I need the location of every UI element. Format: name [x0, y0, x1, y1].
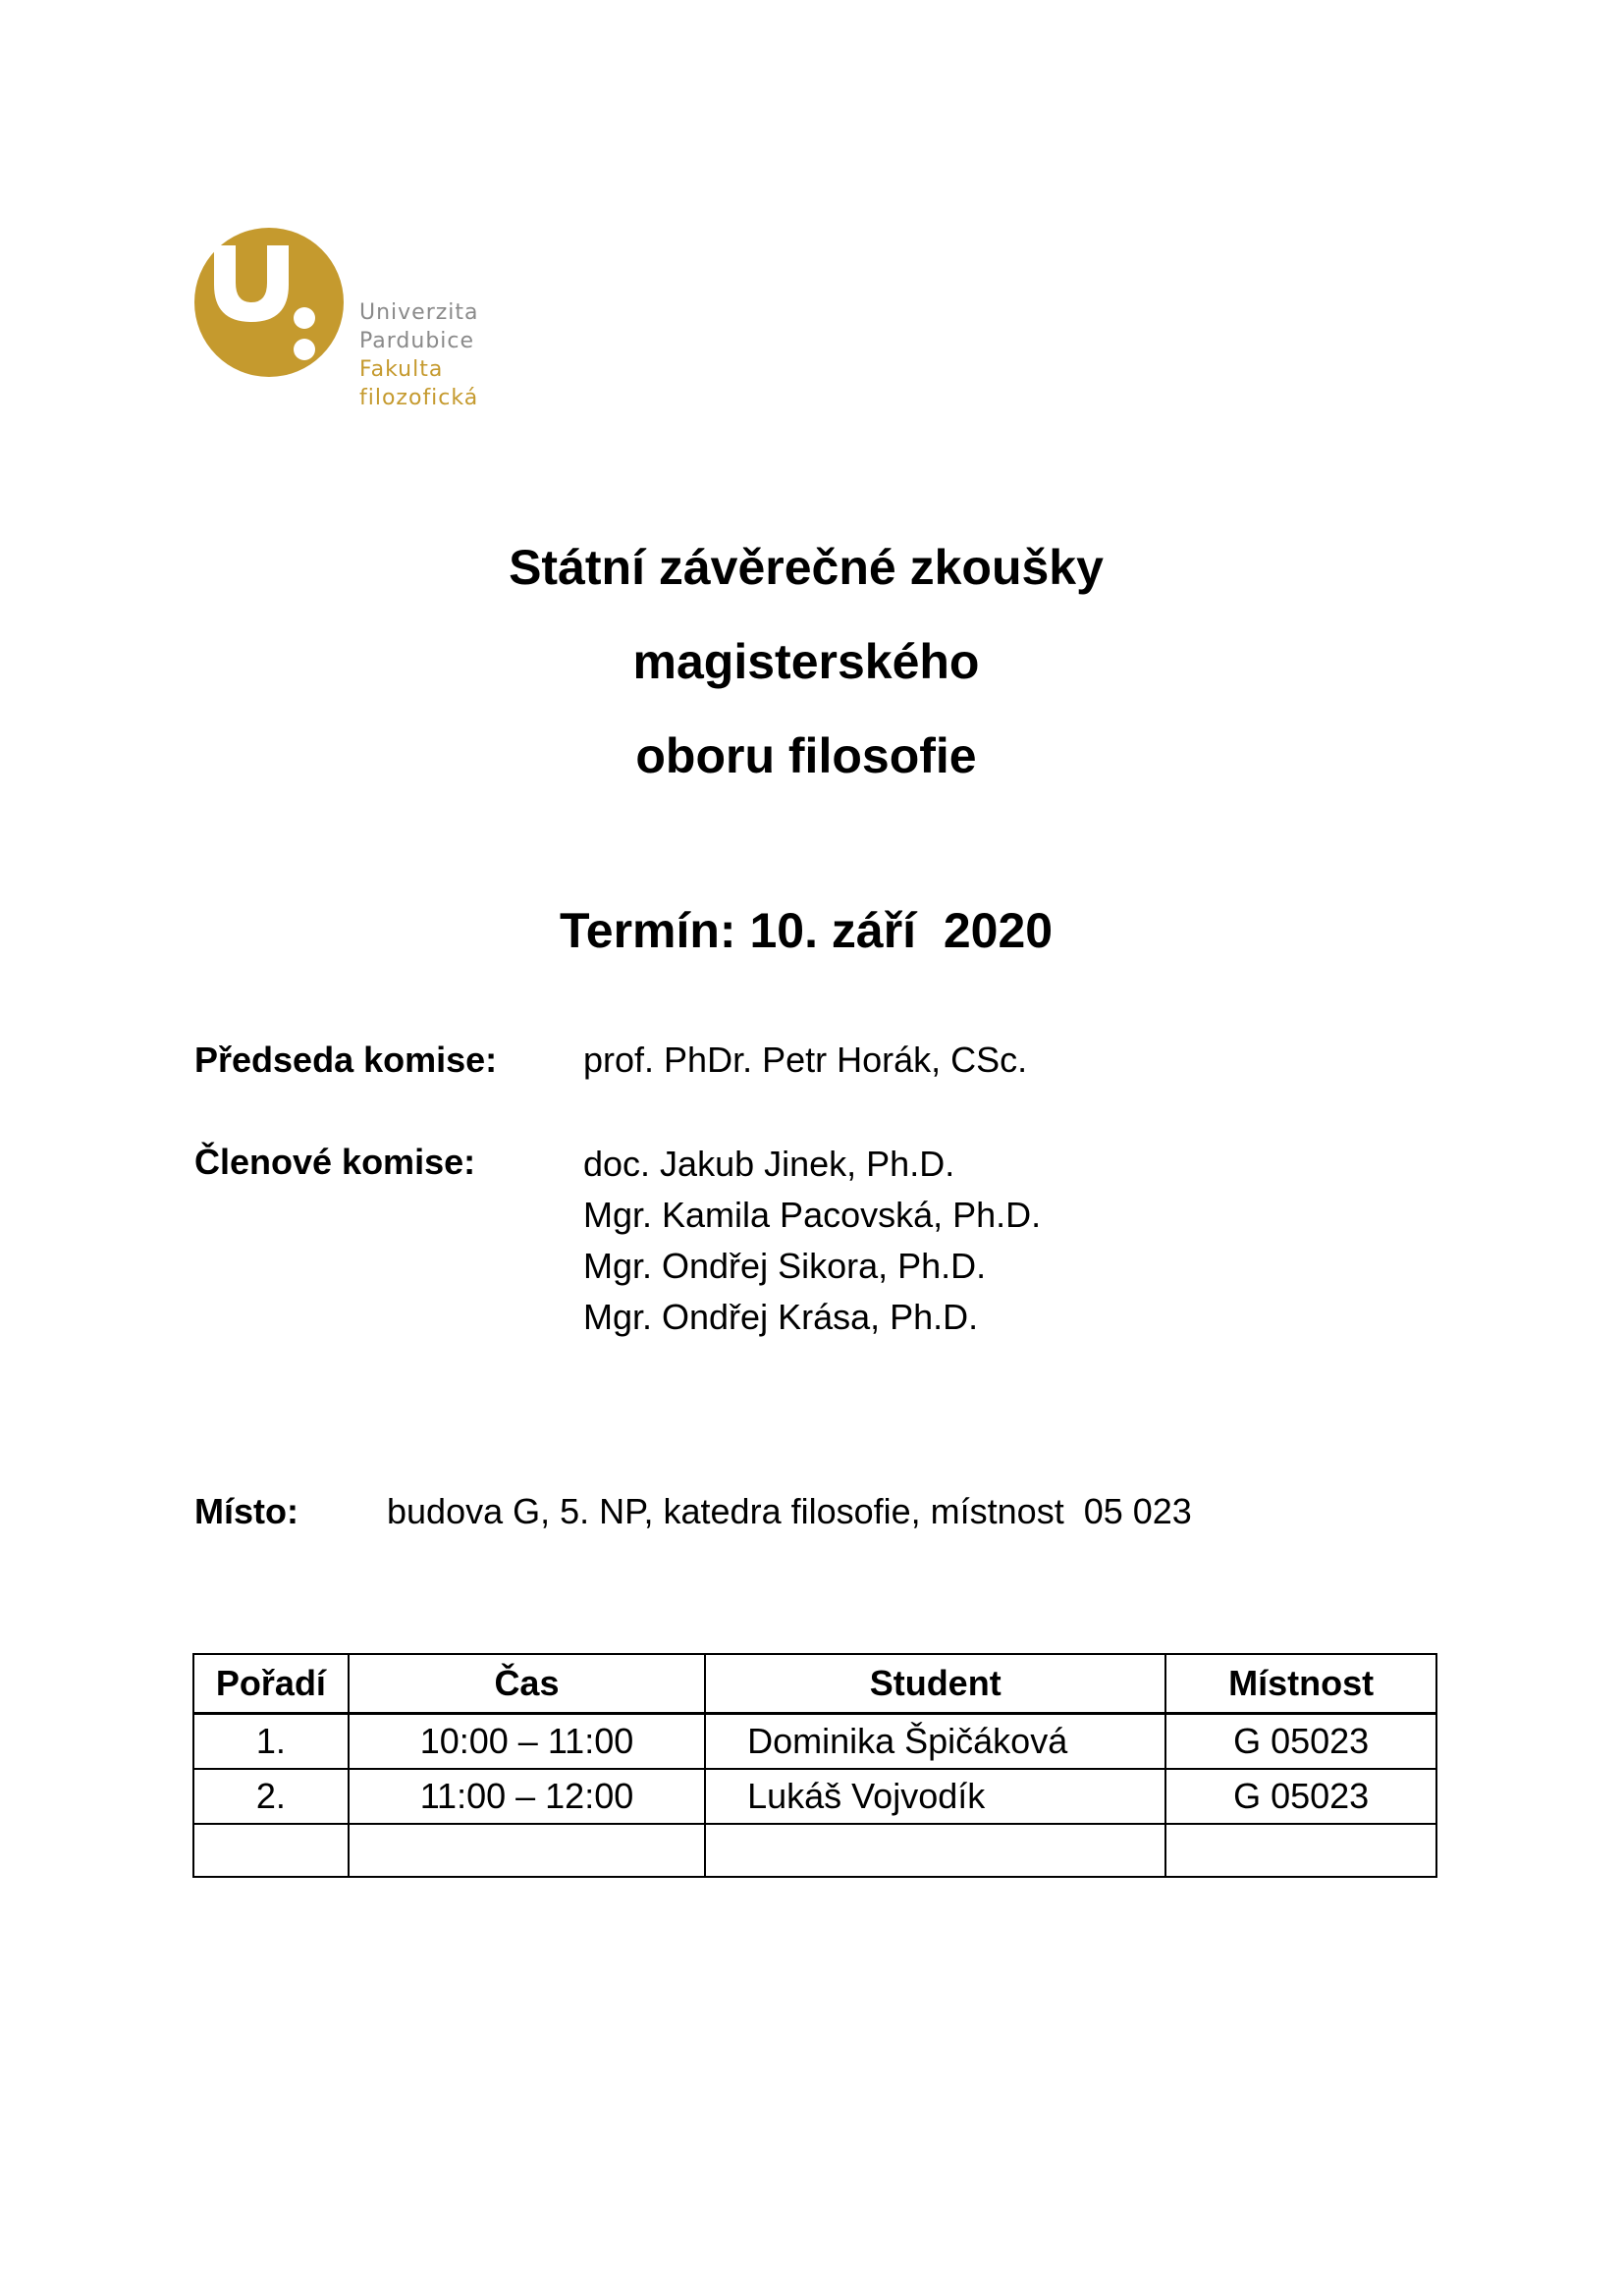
members-label: Členové komise:	[194, 1142, 476, 1182]
header-room: Místnost	[1165, 1654, 1436, 1714]
header-order: Pořadí	[193, 1654, 349, 1714]
logo-faculty-line1: Fakulta	[359, 357, 444, 382]
logo-emblem-icon	[194, 224, 352, 381]
schedule-table	[192, 1653, 1437, 1878]
cell-time: 10:00 – 11:00	[349, 1714, 705, 1770]
cell-room: G 05023	[1165, 1714, 1436, 1770]
logo-university-line1: Univerzita	[359, 300, 479, 325]
title-line-3: oboru filosofie	[635, 728, 977, 783]
table-row	[193, 1769, 1436, 1824]
cell-student	[705, 1824, 1165, 1877]
table-row	[193, 1714, 1436, 1770]
cell-student: Dominika Špičáková	[705, 1714, 1165, 1770]
cell-student: Lukáš Vojvodík	[705, 1769, 1165, 1824]
cell-order	[193, 1824, 349, 1877]
cell-order: 2.	[193, 1769, 349, 1824]
logo-university-line2: Pardubice	[359, 329, 475, 353]
title-line-1: Státní závěrečné zkoušky	[509, 540, 1104, 595]
cell-order: 1.	[193, 1714, 349, 1770]
header-student: Student	[705, 1654, 1165, 1714]
chair-label: Předseda komise:	[194, 1040, 498, 1080]
chair-name: prof. PhDr. Petr Horák, CSc.	[583, 1040, 1028, 1080]
cell-room: G 05023	[1165, 1769, 1436, 1824]
cell-room	[1165, 1824, 1436, 1877]
logo-faculty-line2: filozofická	[359, 386, 479, 410]
place-label: Místo:	[194, 1491, 298, 1531]
header-time: Čas	[349, 1654, 705, 1714]
university-logo	[194, 224, 489, 420]
table-row-empty	[193, 1824, 1436, 1877]
term-date: 10. září 2020	[749, 903, 1054, 958]
table-header-row	[193, 1654, 1436, 1714]
members-list	[583, 1139, 1041, 1343]
member-name: Mgr. Kamila Pacovská, Ph.D.	[583, 1195, 1042, 1235]
member-name: doc. Jakub Jinek, Ph.D.	[583, 1144, 955, 1184]
cell-time	[349, 1824, 705, 1877]
member-name: Mgr. Ondřej Sikora, Ph.D.	[583, 1246, 987, 1286]
place-value: budova G, 5. NP, katedra filosofie, místnost 05 023	[387, 1491, 1192, 1531]
cell-time: 11:00 – 12:00	[349, 1769, 705, 1824]
term-line	[0, 901, 1618, 960]
term-label: Termín:	[559, 903, 736, 958]
logo-text	[359, 298, 479, 412]
title-line-2: magisterského	[632, 634, 980, 689]
member-name: Mgr. Ondřej Krása, Ph.D.	[583, 1297, 979, 1337]
